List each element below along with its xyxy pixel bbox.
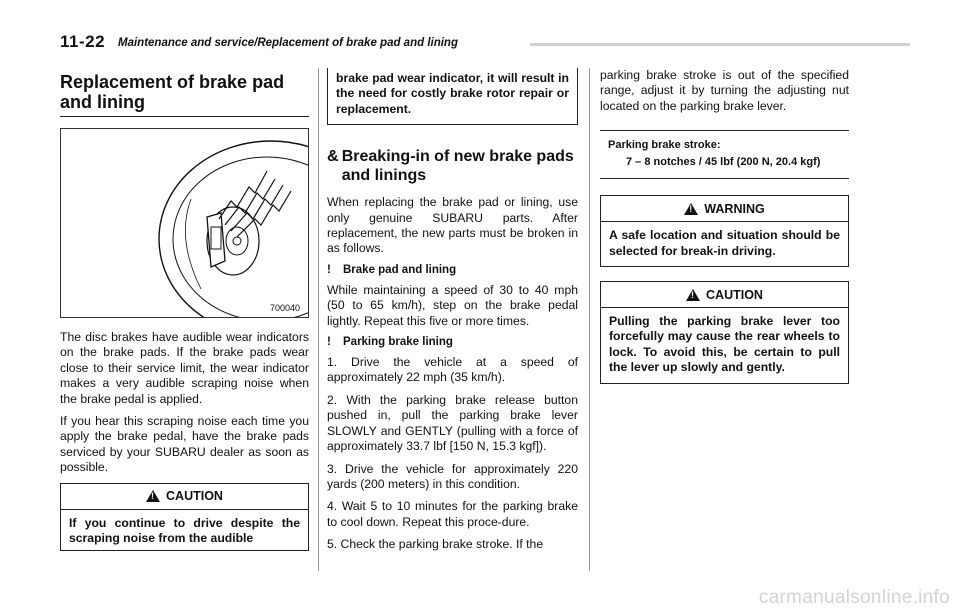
bullet-mark: ! <box>327 336 331 349</box>
column-1 <box>60 72 309 551</box>
subsection-title-text: Breaking-in of new brake pads and linings <box>341 148 574 185</box>
paragraph: While maintaining a speed of 30 to 40 mph (50 to 65 km/h), step on the brake pedal lightly. Repeat this five or more times. <box>327 282 578 328</box>
bullet-heading: ! Parking brake lining <box>327 336 453 349</box>
caution-text: If you continue to drive despite the scraping noise from the audible <box>69 515 300 546</box>
step-item: 4. Wait 5 to 10 minutes for the parking brake to cool down. Repeat this proce-dure. <box>327 499 578 529</box>
caution-box <box>60 483 309 552</box>
warning-triangle-icon <box>686 289 700 301</box>
subsection-title <box>327 147 578 185</box>
spec-label: Parking brake stroke: <box>608 139 721 152</box>
brake-figure <box>60 128 309 318</box>
caution-box-continued: brake pad wear indicator, it will result in the need for costly brake rotor repair or replacement. <box>327 68 578 125</box>
bullet-heading: ! Brake pad and lining <box>327 263 457 276</box>
warning-title: WARNING <box>704 201 765 216</box>
section-title: Replacement of brake pad and lining <box>60 72 309 117</box>
spec-value: 7 – 8 notches / 45 lbf (200 N, 20.4 kgf) <box>626 156 821 169</box>
brake-disc-illustration <box>61 129 308 317</box>
paragraph: If you hear this scraping noise each time you apply the brake pedal, have the brake pads serviced by your SUBARU dealer as soon as possible. <box>60 414 309 475</box>
column-3 <box>600 68 849 398</box>
watermark: carmanualsonline.info <box>758 587 950 608</box>
step-item: 2. With the parking brake release button pushed in, pull the parking brake lever SLOWLY and GENTLY (pulling with a force of approximately 33.7 lbf [150 N, 15.3 kgf]). <box>327 392 578 454</box>
subsection-marker: & <box>327 148 339 166</box>
figure-code: 700040 <box>269 303 300 313</box>
warning-triangle-icon <box>684 203 698 215</box>
warning-text: A safe location and situation should be selected for break-in driving. <box>609 228 840 258</box>
header-rule <box>530 43 910 46</box>
warning-triangle-icon <box>146 490 160 502</box>
page-number: 11-22 <box>60 32 106 51</box>
step-item: 1. Drive the vehicle at a speed of approximately 22 mph (35 km/h). <box>327 355 578 385</box>
bullet-mark: ! <box>327 263 331 276</box>
caution-box <box>600 281 849 384</box>
caution-text: Pulling the parking brake lever too forcefully may cause the rear wheels to lock. To avoid this, be certain to pull the lever up slowly and gently. <box>609 314 840 375</box>
step-item: 5. Check the parking brake stroke. If the <box>327 537 544 552</box>
column-divider <box>589 68 590 571</box>
spec-block <box>600 130 849 179</box>
paragraph: The disc brakes have audible wear indicators on the brake pads. If the brake pads wear close to their service limit, the wear indicator makes a very audible scraping noise when the brake pedal is applied. <box>60 330 309 406</box>
caution-title: CAUTION <box>166 489 223 504</box>
running-title: Maintenance and service/Replacement of brake pad and lining <box>118 37 458 49</box>
warning-header <box>601 196 848 222</box>
caution-header <box>601 282 848 308</box>
caution-title: CAUTION <box>706 287 763 302</box>
paragraph: When replacing the brake pad or lining, use only genuine SUBARU parts. After replacement, the new parts must be broken in as follows. <box>327 195 578 256</box>
column-2 <box>327 68 578 560</box>
warning-box <box>600 195 849 267</box>
step-item: 3. Drive the vehicle for approximately 220 yards (200 meters) in this condition. <box>327 461 578 491</box>
paragraph: parking brake stroke is out of the specified range, adjust it by turning the adjusting nut located on the parking brake lever. <box>600 68 849 113</box>
column-divider <box>318 68 319 571</box>
page-header <box>60 32 850 52</box>
caution-header <box>61 484 308 510</box>
